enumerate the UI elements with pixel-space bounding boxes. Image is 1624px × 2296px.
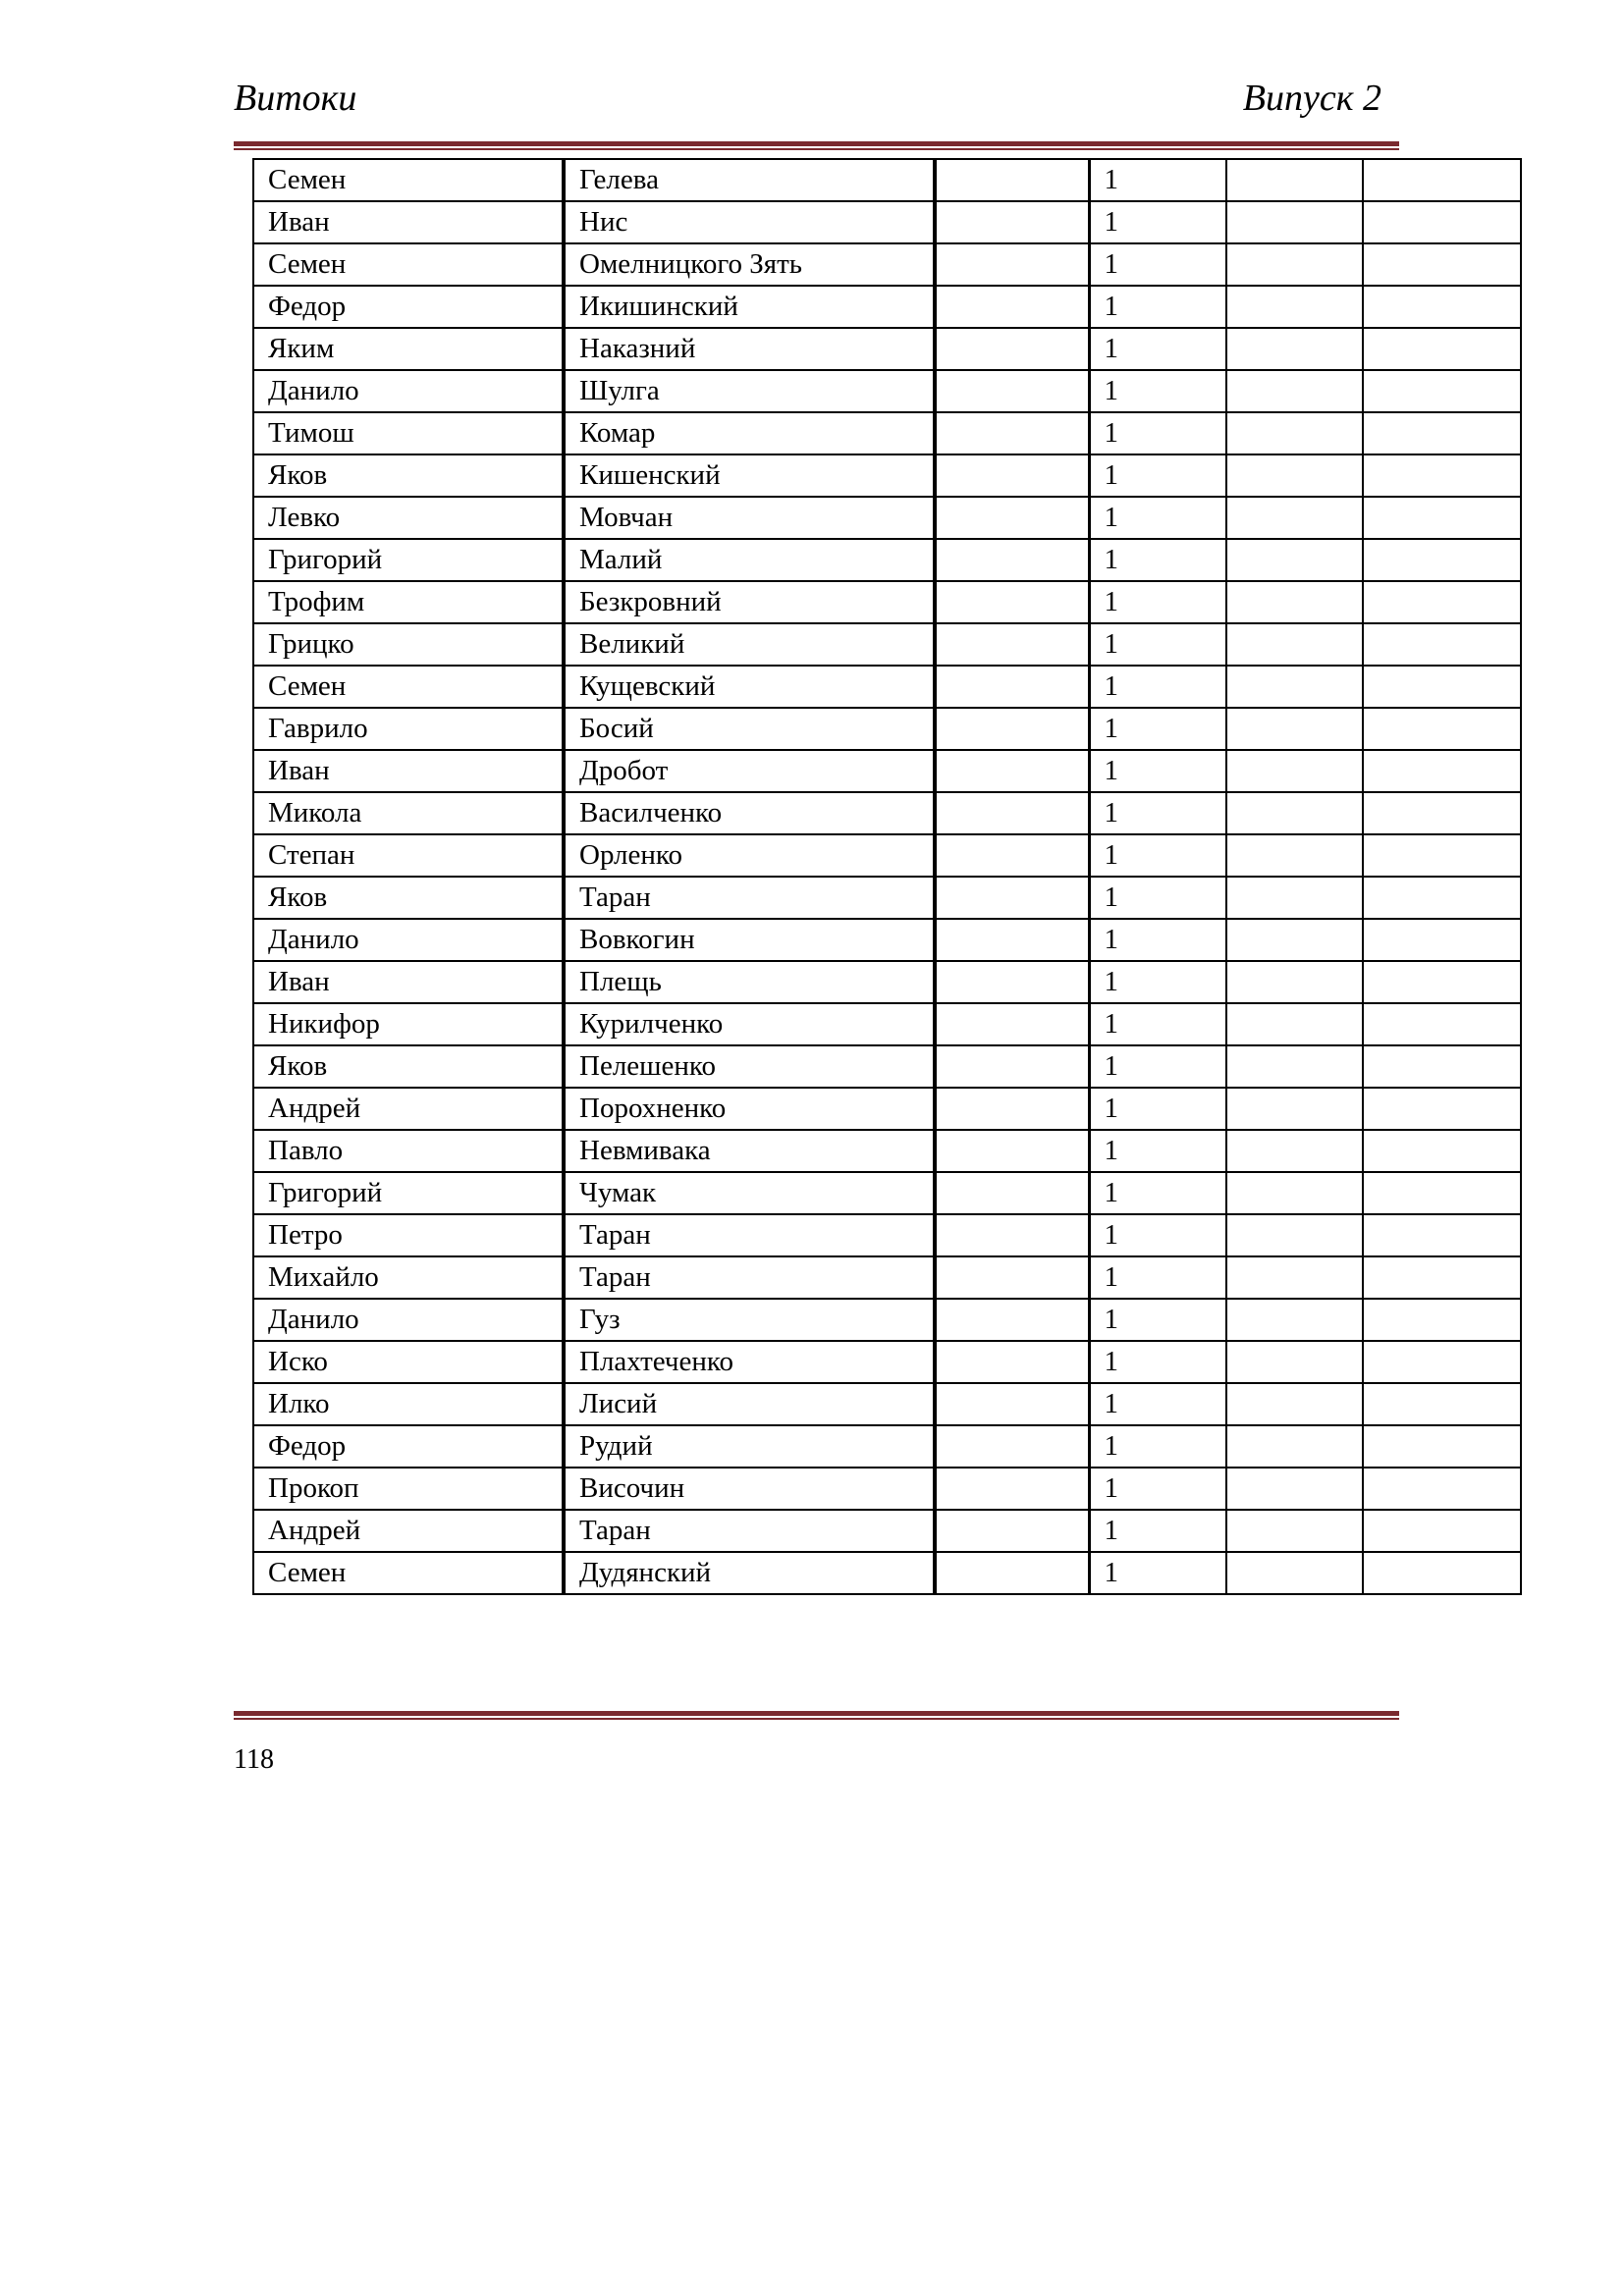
first-name-cell: Степан: [253, 834, 564, 877]
blank-cell-5: [1226, 1214, 1363, 1256]
count-cell: 1: [1089, 1214, 1226, 1256]
blank-cell-3: [935, 1341, 1089, 1383]
last-name-cell: Чумак: [564, 1172, 935, 1214]
first-name-cell: Григорий: [253, 1172, 564, 1214]
count-cell: 1: [1089, 539, 1226, 581]
blank-cell-6: [1363, 708, 1521, 750]
blank-cell-6: [1363, 370, 1521, 412]
last-name-cell: Нис: [564, 201, 935, 243]
table-row: [253, 961, 1521, 1003]
blank-cell-3: [935, 539, 1089, 581]
table-row: [253, 497, 1521, 539]
blank-cell-6: [1363, 412, 1521, 454]
count-cell: 1: [1089, 1003, 1226, 1045]
blank-cell-5: [1226, 159, 1363, 201]
blank-cell-3: [935, 708, 1089, 750]
blank-cell-6: [1363, 1510, 1521, 1552]
first-name-cell: Данило: [253, 370, 564, 412]
blank-cell-6: [1363, 286, 1521, 328]
records-table-body: [253, 159, 1521, 1594]
first-name-cell: Петро: [253, 1214, 564, 1256]
count-cell: 1: [1089, 1045, 1226, 1088]
count-cell: 1: [1089, 708, 1226, 750]
table-row: [253, 370, 1521, 412]
table-row: [253, 834, 1521, 877]
last-name-cell: Безкровний: [564, 581, 935, 623]
last-name-cell: Лисий: [564, 1383, 935, 1425]
blank-cell-5: [1226, 581, 1363, 623]
first-name-cell: Никифор: [253, 1003, 564, 1045]
blank-cell-3: [935, 286, 1089, 328]
count-cell: 1: [1089, 1299, 1226, 1341]
blank-cell-6: [1363, 328, 1521, 370]
table-row: [253, 1045, 1521, 1088]
table-row: [253, 412, 1521, 454]
table-row: [253, 581, 1521, 623]
first-name-cell: Микола: [253, 792, 564, 834]
first-name-cell: Яков: [253, 1045, 564, 1088]
first-name-cell: Илко: [253, 1383, 564, 1425]
blank-cell-6: [1363, 159, 1521, 201]
blank-cell-6: [1363, 1003, 1521, 1045]
table-row: [253, 1172, 1521, 1214]
table-row: [253, 286, 1521, 328]
first-name-cell: Семен: [253, 159, 564, 201]
blank-cell-6: [1363, 1552, 1521, 1594]
last-name-cell: Вовкогин: [564, 919, 935, 961]
first-name-cell: Павло: [253, 1130, 564, 1172]
issue-label: Випуск 2: [1242, 78, 1381, 119]
table-row: [253, 243, 1521, 286]
last-name-cell: Василченко: [564, 792, 935, 834]
blank-cell-3: [935, 412, 1089, 454]
blank-cell-5: [1226, 750, 1363, 792]
count-cell: 1: [1089, 1383, 1226, 1425]
last-name-cell: Пелешенко: [564, 1045, 935, 1088]
blank-cell-5: [1226, 243, 1363, 286]
blank-cell-3: [935, 497, 1089, 539]
blank-cell-3: [935, 1383, 1089, 1425]
blank-cell-6: [1363, 877, 1521, 919]
blank-cell-6: [1363, 961, 1521, 1003]
blank-cell-3: [935, 328, 1089, 370]
blank-cell-6: [1363, 1468, 1521, 1510]
blank-cell-5: [1226, 1045, 1363, 1088]
blank-cell-6: [1363, 454, 1521, 497]
last-name-cell: Кущевский: [564, 666, 935, 708]
footer-rule: [234, 1711, 1399, 1720]
table-row: [253, 1383, 1521, 1425]
first-name-cell: Семен: [253, 666, 564, 708]
blank-cell-5: [1226, 412, 1363, 454]
last-name-cell: Кишенский: [564, 454, 935, 497]
table-row: [253, 1552, 1521, 1594]
last-name-cell: Малий: [564, 539, 935, 581]
last-name-cell: Порохненко: [564, 1088, 935, 1130]
blank-cell-5: [1226, 286, 1363, 328]
count-cell: 1: [1089, 412, 1226, 454]
blank-cell-3: [935, 1045, 1089, 1088]
blank-cell-5: [1226, 1552, 1363, 1594]
blank-cell-6: [1363, 539, 1521, 581]
count-cell: 1: [1089, 1088, 1226, 1130]
table-row: [253, 623, 1521, 666]
blank-cell-6: [1363, 243, 1521, 286]
blank-cell-3: [935, 1256, 1089, 1299]
last-name-cell: Орленко: [564, 834, 935, 877]
count-cell: 1: [1089, 159, 1226, 201]
blank-cell-3: [935, 581, 1089, 623]
blank-cell-6: [1363, 1425, 1521, 1468]
last-name-cell: Таран: [564, 1256, 935, 1299]
table-row: [253, 708, 1521, 750]
first-name-cell: Яков: [253, 877, 564, 919]
blank-cell-5: [1226, 877, 1363, 919]
blank-cell-3: [935, 792, 1089, 834]
last-name-cell: Дудянский: [564, 1552, 935, 1594]
table-row: [253, 792, 1521, 834]
blank-cell-3: [935, 1088, 1089, 1130]
blank-cell-5: [1226, 497, 1363, 539]
first-name-cell: Данило: [253, 1299, 564, 1341]
blank-cell-3: [935, 454, 1089, 497]
blank-cell-5: [1226, 1299, 1363, 1341]
header-rule: [234, 141, 1399, 150]
first-name-cell: Яков: [253, 454, 564, 497]
first-name-cell: Иван: [253, 750, 564, 792]
count-cell: 1: [1089, 834, 1226, 877]
blank-cell-3: [935, 1552, 1089, 1594]
blank-cell-3: [935, 623, 1089, 666]
table-row: [253, 1510, 1521, 1552]
count-cell: 1: [1089, 666, 1226, 708]
blank-cell-6: [1363, 201, 1521, 243]
count-cell: 1: [1089, 919, 1226, 961]
blank-cell-5: [1226, 328, 1363, 370]
count-cell: 1: [1089, 1552, 1226, 1594]
table-row: [253, 1468, 1521, 1510]
table-row: [253, 1088, 1521, 1130]
last-name-cell: Височин: [564, 1468, 935, 1510]
count-cell: 1: [1089, 328, 1226, 370]
blank-cell-5: [1226, 792, 1363, 834]
blank-cell-6: [1363, 834, 1521, 877]
first-name-cell: Гаврило: [253, 708, 564, 750]
count-cell: 1: [1089, 1468, 1226, 1510]
blank-cell-3: [935, 243, 1089, 286]
blank-cell-3: [935, 1130, 1089, 1172]
table-row: [253, 201, 1521, 243]
count-cell: 1: [1089, 1510, 1226, 1552]
first-name-cell: Григорий: [253, 539, 564, 581]
blank-cell-5: [1226, 201, 1363, 243]
blank-cell-5: [1226, 834, 1363, 877]
blank-cell-3: [935, 1003, 1089, 1045]
count-cell: 1: [1089, 201, 1226, 243]
blank-cell-3: [935, 750, 1089, 792]
first-name-cell: Михайло: [253, 1256, 564, 1299]
table-row: [253, 454, 1521, 497]
blank-cell-6: [1363, 1045, 1521, 1088]
first-name-cell: Иван: [253, 961, 564, 1003]
table-row: [253, 666, 1521, 708]
blank-cell-6: [1363, 1130, 1521, 1172]
blank-cell-3: [935, 1214, 1089, 1256]
first-name-cell: Семен: [253, 243, 564, 286]
last-name-cell: Таран: [564, 1214, 935, 1256]
blank-cell-6: [1363, 497, 1521, 539]
records-table: [252, 158, 1522, 1595]
table-row: [253, 159, 1521, 201]
first-name-cell: Данило: [253, 919, 564, 961]
count-cell: 1: [1089, 877, 1226, 919]
blank-cell-6: [1363, 1383, 1521, 1425]
table-row: [253, 1214, 1521, 1256]
blank-cell-3: [935, 370, 1089, 412]
table-row: [253, 1341, 1521, 1383]
count-cell: 1: [1089, 623, 1226, 666]
first-name-cell: Грицко: [253, 623, 564, 666]
blank-cell-5: [1226, 1088, 1363, 1130]
table-row: [253, 877, 1521, 919]
last-name-cell: Босий: [564, 708, 935, 750]
count-cell: 1: [1089, 370, 1226, 412]
blank-cell-5: [1226, 961, 1363, 1003]
count-cell: 1: [1089, 497, 1226, 539]
last-name-cell: Гуз: [564, 1299, 935, 1341]
first-name-cell: Семен: [253, 1552, 564, 1594]
blank-cell-5: [1226, 1468, 1363, 1510]
table-row: [253, 539, 1521, 581]
last-name-cell: Комар: [564, 412, 935, 454]
first-name-cell: Яким: [253, 328, 564, 370]
blank-cell-6: [1363, 1214, 1521, 1256]
blank-cell-3: [935, 877, 1089, 919]
last-name-cell: Шулга: [564, 370, 935, 412]
count-cell: 1: [1089, 286, 1226, 328]
last-name-cell: Великий: [564, 623, 935, 666]
blank-cell-6: [1363, 1172, 1521, 1214]
table-row: [253, 919, 1521, 961]
count-cell: 1: [1089, 1256, 1226, 1299]
first-name-cell: Левко: [253, 497, 564, 539]
page-number: 118: [234, 1744, 274, 1775]
first-name-cell: Федор: [253, 286, 564, 328]
blank-cell-5: [1226, 539, 1363, 581]
last-name-cell: Мовчан: [564, 497, 935, 539]
blank-cell-3: [935, 1468, 1089, 1510]
count-cell: 1: [1089, 454, 1226, 497]
blank-cell-5: [1226, 454, 1363, 497]
last-name-cell: Дробот: [564, 750, 935, 792]
journal-title: Витоки: [234, 78, 357, 119]
table-row: [253, 1256, 1521, 1299]
first-name-cell: Иван: [253, 201, 564, 243]
count-cell: 1: [1089, 961, 1226, 1003]
table-row: [253, 328, 1521, 370]
blank-cell-5: [1226, 919, 1363, 961]
blank-cell-6: [1363, 1341, 1521, 1383]
count-cell: 1: [1089, 1130, 1226, 1172]
first-name-cell: Прокоп: [253, 1468, 564, 1510]
blank-cell-6: [1363, 1256, 1521, 1299]
blank-cell-3: [935, 834, 1089, 877]
first-name-cell: Трофим: [253, 581, 564, 623]
blank-cell-5: [1226, 1341, 1363, 1383]
blank-cell-5: [1226, 1003, 1363, 1045]
last-name-cell: Омелницкого Зять: [564, 243, 935, 286]
count-cell: 1: [1089, 1341, 1226, 1383]
blank-cell-6: [1363, 1088, 1521, 1130]
blank-cell-5: [1226, 1383, 1363, 1425]
first-name-cell: Андрей: [253, 1088, 564, 1130]
blank-cell-6: [1363, 1299, 1521, 1341]
blank-cell-5: [1226, 623, 1363, 666]
blank-cell-3: [935, 159, 1089, 201]
last-name-cell: Рудий: [564, 1425, 935, 1468]
last-name-cell: Плещь: [564, 961, 935, 1003]
count-cell: 1: [1089, 1172, 1226, 1214]
blank-cell-5: [1226, 370, 1363, 412]
blank-cell-5: [1226, 666, 1363, 708]
blank-cell-3: [935, 1425, 1089, 1468]
last-name-cell: Невмивака: [564, 1130, 935, 1172]
blank-cell-5: [1226, 708, 1363, 750]
blank-cell-6: [1363, 919, 1521, 961]
blank-cell-3: [935, 1172, 1089, 1214]
blank-cell-5: [1226, 1425, 1363, 1468]
first-name-cell: Тимош: [253, 412, 564, 454]
blank-cell-6: [1363, 666, 1521, 708]
blank-cell-5: [1226, 1256, 1363, 1299]
count-cell: 1: [1089, 750, 1226, 792]
last-name-cell: Наказний: [564, 328, 935, 370]
last-name-cell: Таран: [564, 877, 935, 919]
blank-cell-6: [1363, 792, 1521, 834]
last-name-cell: Курилченко: [564, 1003, 935, 1045]
table-row: [253, 1003, 1521, 1045]
blank-cell-3: [935, 961, 1089, 1003]
table-row: [253, 1425, 1521, 1468]
first-name-cell: Андрей: [253, 1510, 564, 1552]
last-name-cell: Икишинский: [564, 286, 935, 328]
count-cell: 1: [1089, 243, 1226, 286]
last-name-cell: Таран: [564, 1510, 935, 1552]
last-name-cell: Плахтеченко: [564, 1341, 935, 1383]
table-row: [253, 1130, 1521, 1172]
count-cell: 1: [1089, 792, 1226, 834]
first-name-cell: Иско: [253, 1341, 564, 1383]
blank-cell-3: [935, 201, 1089, 243]
blank-cell-5: [1226, 1172, 1363, 1214]
blank-cell-5: [1226, 1130, 1363, 1172]
blank-cell-3: [935, 1510, 1089, 1552]
count-cell: 1: [1089, 1425, 1226, 1468]
count-cell: 1: [1089, 581, 1226, 623]
first-name-cell: Федор: [253, 1425, 564, 1468]
last-name-cell: Гелева: [564, 159, 935, 201]
blank-cell-6: [1363, 750, 1521, 792]
blank-cell-3: [935, 919, 1089, 961]
blank-cell-3: [935, 1299, 1089, 1341]
blank-cell-6: [1363, 623, 1521, 666]
blank-cell-3: [935, 666, 1089, 708]
table-row: [253, 750, 1521, 792]
blank-cell-6: [1363, 581, 1521, 623]
table-row: [253, 1299, 1521, 1341]
blank-cell-5: [1226, 1510, 1363, 1552]
